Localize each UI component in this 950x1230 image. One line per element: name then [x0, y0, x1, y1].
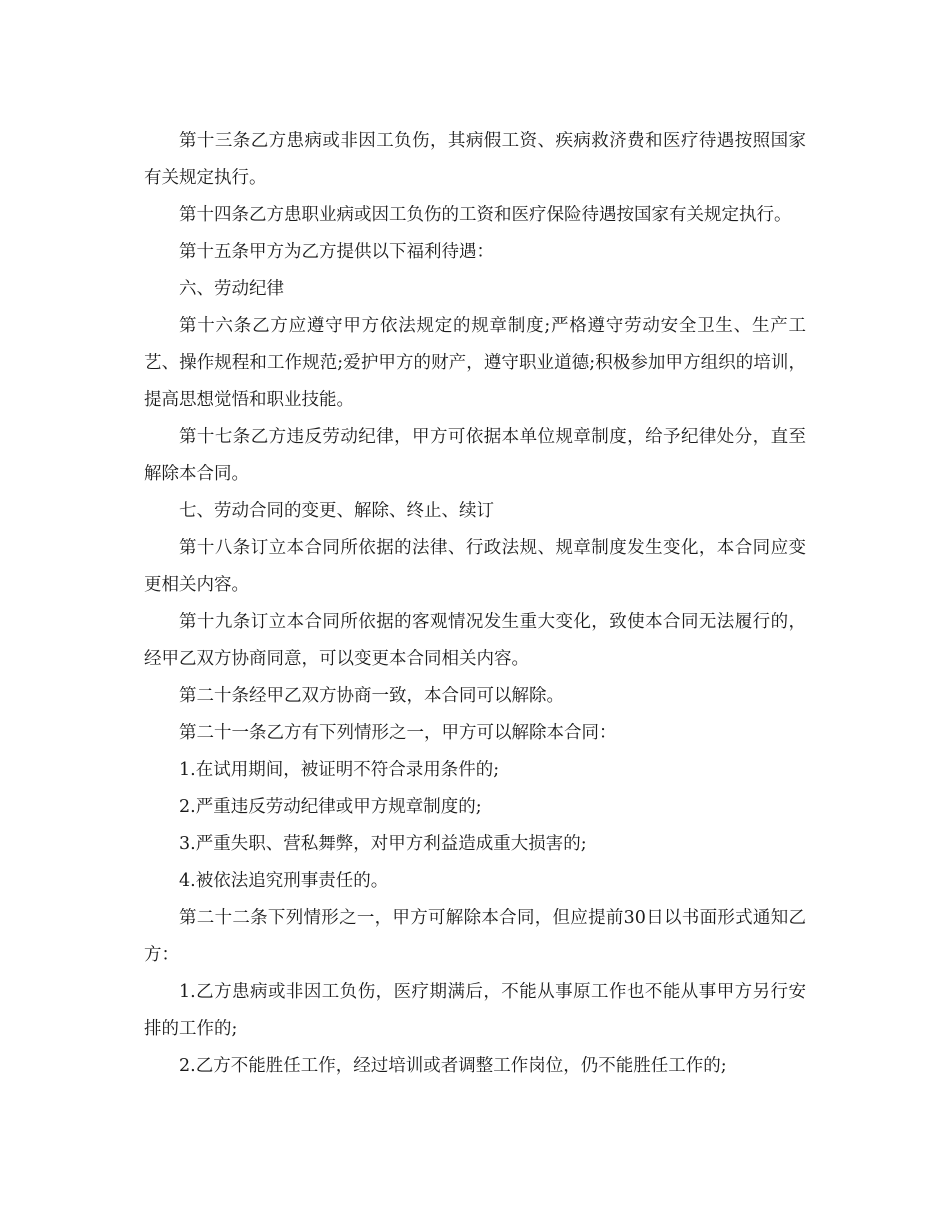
article-20-paragraph: 第二十条经甲乙双方协商一致，本合同可以解除。 — [179, 686, 564, 706]
article-21-item-3: 3.严重失职、营私舞弊，对甲方利益造成重大损害的; — [179, 834, 587, 854]
article-19-paragraph: 第十九条订立本合同所依据的客观情况发生重大变化，致使本合同无法履行的，经甲乙双方协商同意，可以变更本合同相关内容。 — [144, 612, 806, 669]
article-21-item-4: 4.被依法追究刑事责任的。 — [179, 871, 389, 891]
article-22-paragraph: 第二十二条下列情形之一，甲方可解除本合同，但应提前30日以书面形式通知乙方： — [144, 908, 806, 965]
article-18-paragraph: 第十八条订立本合同所依据的法律、行政法规、规章制度发生变化，本合同应变更相关内容。 — [144, 538, 806, 595]
article-21-item-2: 2.严重违反劳动纪律或甲方规章制度的; — [179, 797, 482, 817]
article-22-item-2: 2.乙方不能胜任工作，经过培训或者调整工作岗位，仍不能胜任工作的; — [179, 1056, 727, 1076]
article-21-paragraph: 第二十一条乙方有下列情形之一，甲方可以解除本合同： — [179, 723, 617, 743]
article-15-paragraph: 第十五条甲方为乙方提供以下福利待遇： — [179, 242, 494, 262]
article-17-paragraph: 第十七条乙方违反劳动纪律，甲方可依据本单位规章制度，给予纪律处分，直至解除本合同。 — [144, 427, 806, 484]
section-7-heading: 七、劳动合同的变更、解除、终止、续订 — [179, 501, 494, 521]
article-16-paragraph: 第十六条乙方应遵守甲方依法规定的规章制度;严格遵守劳动安全卫生、生产工艺、操作规程和工作规范;爱护甲方的财产，遵守职业道德;积极参加甲方组织的培训，提高思想觉悟和职业技能。 — [144, 316, 806, 410]
article-22-item-1: 1.乙方患病或非因工负伤，医疗期满后，不能从事原工作也不能从事甲方另行安排的工作的; — [144, 982, 806, 1039]
article-13-paragraph: 第十三条乙方患病或非因工负伤，其病假工资、疾病救济费和医疗待遇按照国家有关规定执行。 — [144, 131, 806, 188]
section-6-heading: 六、劳动纪律 — [179, 279, 284, 299]
document-body — [144, 123, 806, 1085]
article-14-paragraph: 第十四条乙方患职业病或因工负伤的工资和医疗保险待遇按国家有关规定执行。 — [179, 205, 792, 225]
article-21-item-1: 1.在试用期间，被证明不符合录用条件的; — [179, 760, 500, 780]
